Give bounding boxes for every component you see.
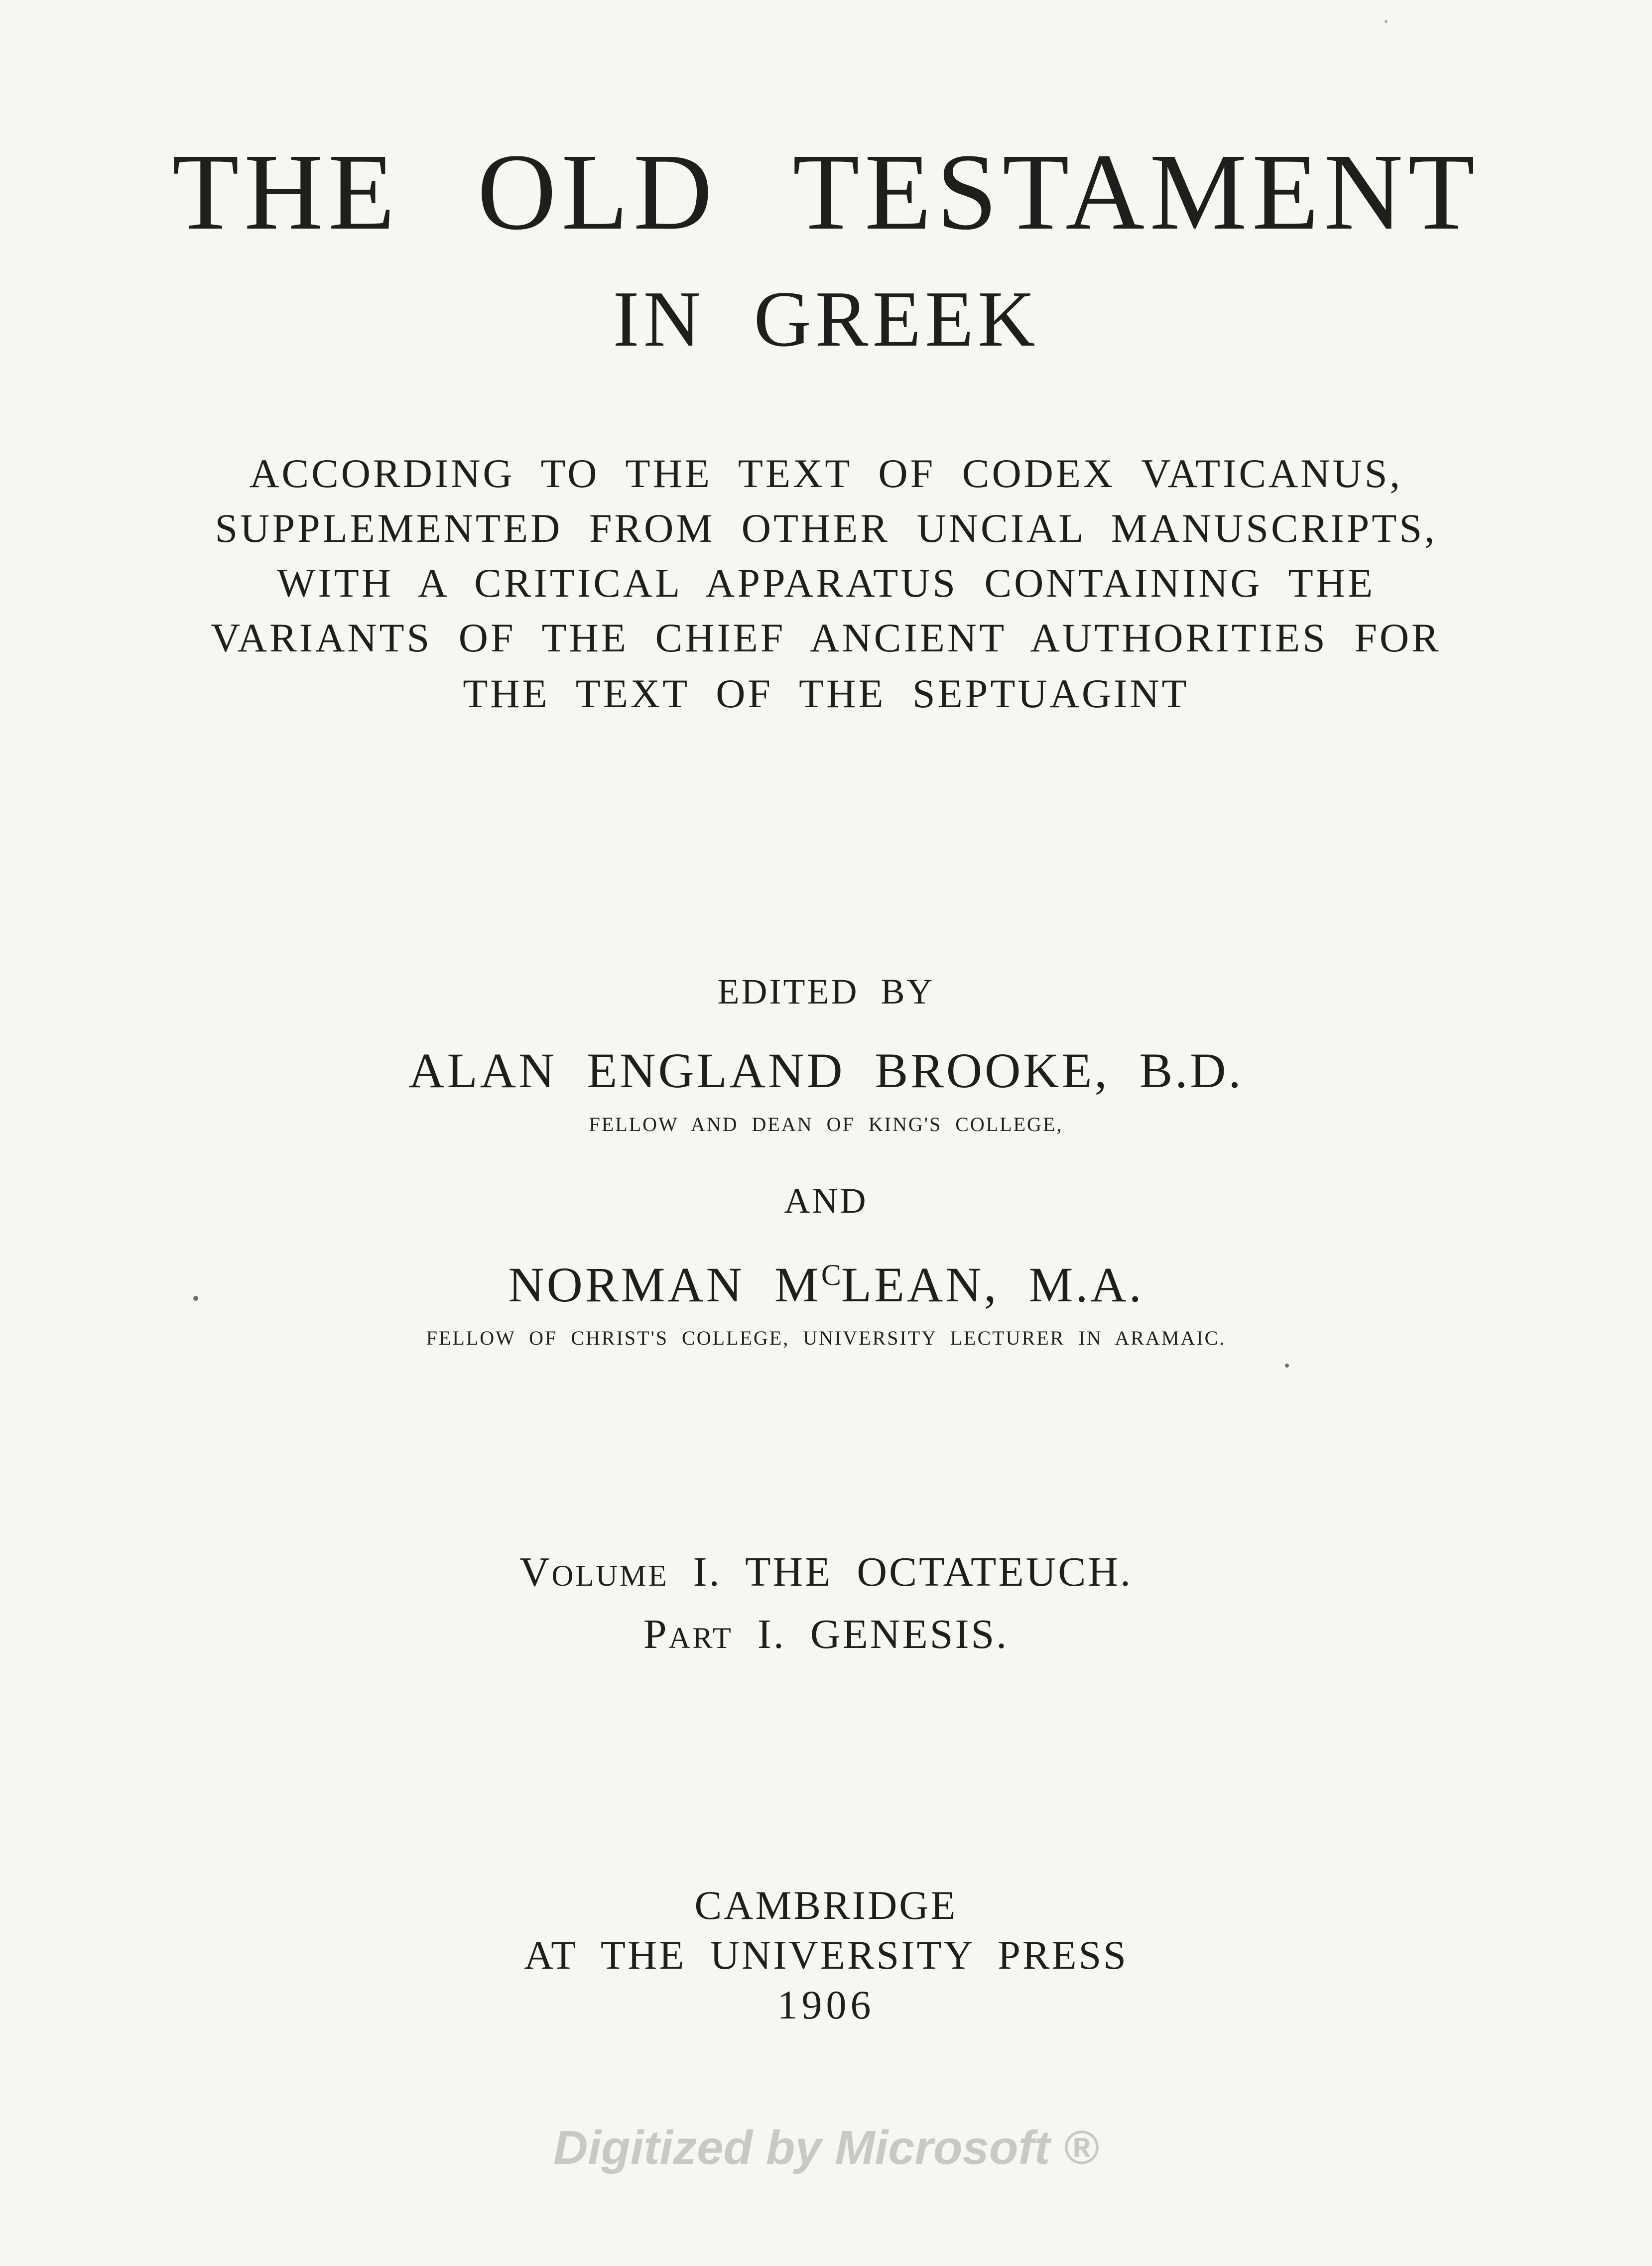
- editor-name-prefix: NORMAN M: [508, 1257, 821, 1312]
- edited-by-label: EDITED BY: [717, 972, 935, 1011]
- editor-affiliation-mclean: FELLOW OF CHRIST'S COLLEGE, UNIVERSITY LECTURER IN ARAMAIC.: [426, 1327, 1226, 1349]
- imprint-year: 1906: [777, 1982, 875, 2027]
- paper-speck: [1385, 20, 1388, 23]
- editor-name-superscript: C: [821, 1259, 841, 1291]
- description-line: SUPPLEMENTED FROM OTHER UNCIAL MANUSCRIPTS,: [215, 505, 1437, 551]
- volume-number: I.: [693, 1549, 722, 1595]
- imprint-city: CAMBRIDGE: [694, 1883, 958, 1928]
- description-line: VARIANTS OF THE CHIEF ANCIENT AUTHORITIES FOR: [211, 615, 1441, 660]
- editor-name-suffix: LEAN, M.A.: [841, 1257, 1144, 1312]
- part-line: [0, 1611, 1652, 1657]
- volume-label-initial: V: [519, 1549, 552, 1595]
- description-line: WITH A CRITICAL APPARATUS CONTAINING THE: [276, 560, 1376, 606]
- imprint-press: AT THE UNIVERSITY PRESS: [524, 1932, 1128, 1978]
- volume-line: [0, 1551, 1652, 1593]
- digitization-watermark: Digitized by Microsoft ®: [553, 2121, 1099, 2174]
- editor-name-mclean: [0, 1257, 1652, 1312]
- description-line: THE TEXT OF THE SEPTUAGINT: [463, 671, 1189, 716]
- editor-affiliation-brooke: FELLOW AND DEAN OF KING'S COLLEGE,: [589, 1113, 1063, 1135]
- part-number: I.: [757, 1611, 786, 1657]
- part-label-rest: ART: [668, 1622, 733, 1655]
- description-line: ACCORDING TO THE TEXT OF CODEX VATICANUS,: [250, 451, 1402, 496]
- and-conjunction: AND: [784, 1181, 868, 1221]
- book-subtitle: IN GREEK: [613, 274, 1039, 363]
- part-title: GENESIS.: [810, 1611, 1009, 1657]
- volume-title: THE OCTATEUCH.: [745, 1549, 1133, 1595]
- paper-speck: [1285, 1364, 1289, 1368]
- editor-name-brooke: ALAN ENGLAND BROOKE, B.D.: [408, 1043, 1244, 1098]
- part-label-initial: P: [643, 1611, 669, 1657]
- book-title: THE OLD TESTAMENT: [172, 131, 1480, 252]
- paper-speck: [193, 1296, 198, 1301]
- volume-label-rest: OLUME: [551, 1559, 669, 1593]
